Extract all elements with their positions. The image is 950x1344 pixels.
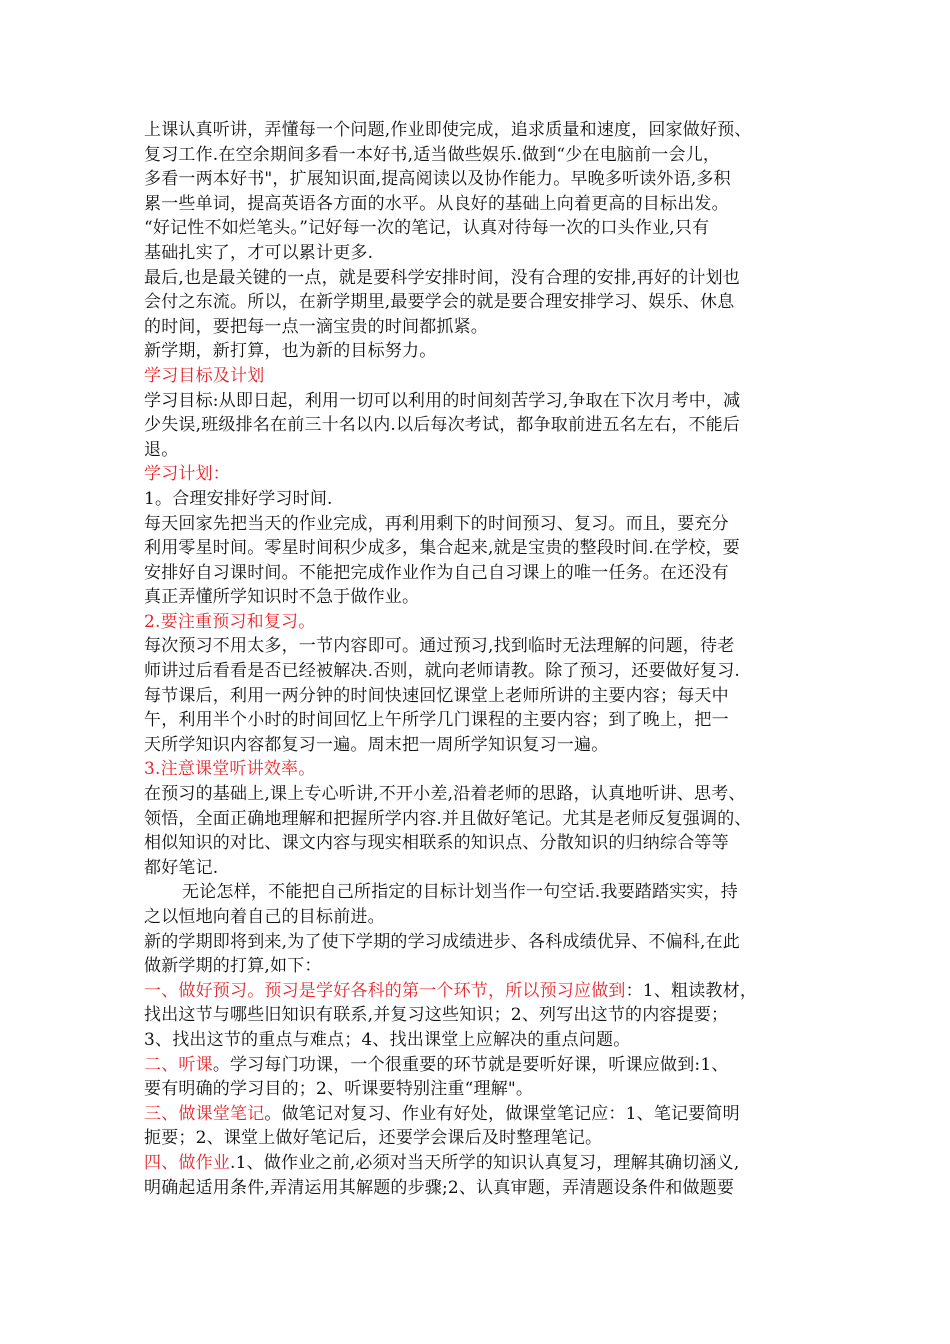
text-line (144, 1102, 814, 1127)
text-line (144, 905, 814, 930)
body-text: 新学期，新打算，也为新的目标努力。 (144, 341, 437, 362)
section-heading: 学习目标及计划 (144, 365, 265, 386)
section-heading: 学习计划： (144, 464, 230, 485)
text-line (144, 930, 814, 955)
text-line (144, 954, 814, 979)
text-line (144, 585, 814, 610)
section-heading: 二、听课 (144, 1054, 213, 1075)
body-text: 午，利用半个小时的时间回忆上午所学几门课程的主要内容；到了晚上，把一 (144, 710, 729, 731)
text-line (144, 192, 814, 217)
document-body (144, 118, 814, 1200)
text-line (144, 413, 814, 438)
section-heading: 三、做课堂笔记 (144, 1103, 265, 1124)
section-heading: 3.注意课堂听讲效率。 (144, 759, 316, 780)
body-text: 找出这节与哪些旧知识有联系,并复习这些知识；2、列写出这节的内容提要； (144, 1005, 729, 1026)
text-line (144, 684, 814, 709)
body-text: 扼要；2、课堂上做好笔记后，还要学会课后及时整理笔记。 (144, 1128, 603, 1149)
text-line (144, 118, 814, 143)
body-text: 多看一两本好书"，扩展知识面,提高阅读以及协作能力。早晚多听读外语,多积 (144, 169, 731, 190)
body-text: 上课认真听讲，弄懂每一个问题,作业即使完成，追求质量和速度，回家做好预、 (144, 120, 752, 140)
text-line (144, 856, 814, 881)
text-line (144, 831, 814, 856)
body-text: 3、找出这节的重点与难点；4、找出课堂上应解决的重点问题。 (144, 1029, 631, 1050)
body-text: 基础扎实了，才可以累计更多. (144, 242, 374, 263)
body-text: 安排好自习课时间。不能把完成作业作为自己自习课上的唯一任务。在还没有 (144, 562, 729, 583)
body-text: 真正弄懂所学知识时不急于做作业。 (144, 587, 420, 608)
text-line (144, 1151, 814, 1176)
text-line (144, 1176, 814, 1201)
body-text: 复习工作.在空余期间多看一本好书,适当做些娱乐.做到“少在电脑前一会儿， (144, 144, 721, 165)
body-text: 之以恒地向着自己的目标前进。 (144, 907, 385, 927)
body-text: 都好笔记. (144, 857, 219, 878)
body-text: 要有明确的学习目的；2、听课要特别注重“理解"。 (144, 1079, 534, 1100)
text-line (144, 266, 814, 291)
text-line (144, 708, 814, 733)
text-line (144, 167, 814, 192)
text-line (144, 512, 814, 537)
text-line (144, 807, 814, 832)
body-text: 少失误,班级排名在前三十名以内.以后每次考试，都争取前进五名左右，不能后 (144, 415, 741, 436)
text-line (144, 462, 814, 487)
text-line (144, 979, 814, 1004)
body-text: 领悟，全面正确地理解和把握所学内容.并且做好笔记。尤其是老师反复强调的、 (144, 808, 752, 829)
section-heading: 2.要注重预习和复习。 (144, 611, 316, 632)
body-text: 1。合理安排好学习时间. (144, 488, 333, 509)
text-line (144, 339, 814, 364)
text-line (144, 1126, 814, 1151)
body-text: 做新学期的打算,如下： (144, 956, 322, 977)
body-text: 师讲过后看看是否已经被解决.否则，就向老师请教。除了预习，还要做好复习. (144, 661, 741, 682)
text-line (144, 1003, 814, 1028)
text-line (144, 1053, 814, 1078)
section-heading: 四、做作业 (144, 1152, 230, 1173)
body-text: 利用零星时间。零星时间积少成多，集合起来,就是宝贵的整段时间.在学校，要 (144, 538, 741, 559)
body-text: 。学习每门功课，一个很重要的环节就是要听好课，听课应做到:1、 (212, 1054, 729, 1075)
text-line (144, 216, 814, 241)
body-text: 每节课后，利用一两分钟的时间快速回忆课堂上老师所讲的主要内容；每天中 (144, 685, 729, 706)
body-text: 学习目标:从即日起，利用一切可以利用的时间刻苦学习,争取在下次月考中，减 (144, 390, 741, 411)
body-text: ：1、粗读教材， (625, 980, 758, 1001)
text-line (144, 315, 814, 340)
text-line (144, 438, 814, 463)
text-line (144, 782, 814, 807)
text-line (144, 536, 814, 561)
text-line (144, 389, 814, 414)
body-text: 退。 (144, 439, 179, 460)
text-line (144, 733, 814, 758)
body-text: 每次预习不用太多，一节内容即可。通过预习,找到临时无法理解的问题，待老 (144, 636, 735, 657)
body-text: 新的学期即将到来,为了使下学期的学习成绩进步、各科成绩优异、不偏科,在此 (144, 931, 741, 952)
body-text: 相似知识的对比、课文内容与现实相联系的知识点、分散知识的归纳综合等等 (144, 833, 729, 854)
body-text: “好记性不如烂笔头。”记好每一次的笔记，认真对待每一次的口头作业,只有 (144, 218, 710, 239)
text-line (144, 487, 814, 512)
text-line (144, 364, 814, 389)
body-text: 在预习的基础上,课上专心听讲,不开小差,沿着老师的思路，认真地听讲、思考、 (144, 784, 746, 805)
body-text: 每天回家先把当天的作业完成，再利用剩下的时间预习、复习。而且，要充分 (144, 513, 729, 534)
text-line (144, 290, 814, 315)
text-line (144, 1028, 814, 1053)
body-text: 累一些单词，提高英语各方面的水平。从良好的基础上向着更高的目标出发。 (144, 193, 729, 214)
body-text: 。做笔记对复习、作业有好处，做课堂笔记应：1、笔记要简明 (264, 1103, 740, 1124)
text-line (144, 241, 814, 266)
body-text: 天所学知识内容都复习一遍。周末把一周所学知识复习一遍。 (144, 734, 609, 755)
section-heading: 一、做好预习。预习是学好各科的第一个环节，所以预习应做到 (144, 980, 626, 1001)
text-line (144, 880, 814, 905)
body-text: 会付之东流。所以，在新学期里,最要学会的就是要合理安排学习、娱乐、休息 (144, 292, 735, 313)
text-line (144, 659, 814, 684)
text-line (144, 1077, 814, 1102)
body-text: 最后,也是最关键的一点，就是要科学安排时间，没有合理的安排,再好的计划也 (144, 267, 741, 288)
text-line (144, 634, 814, 659)
text-line (144, 757, 814, 782)
text-line (144, 610, 814, 635)
body-text: .1、做作业之前,必须对当天所学的知识认真复习，理解其确切涵义, (230, 1152, 740, 1173)
body-text: 的时间，要把每一点一滴宝贵的时间都抓紧。 (144, 316, 488, 337)
body-text: 明确起适用条件,弄清运用其解题的步骤;2、认真审题，弄清题设条件和做题要 (144, 1177, 735, 1198)
text-line (144, 143, 814, 168)
body-text: 无论怎样，不能把自己所指定的目标计划当作一句空话.我要踏踏实实，持 (182, 882, 739, 903)
text-line (144, 561, 814, 586)
